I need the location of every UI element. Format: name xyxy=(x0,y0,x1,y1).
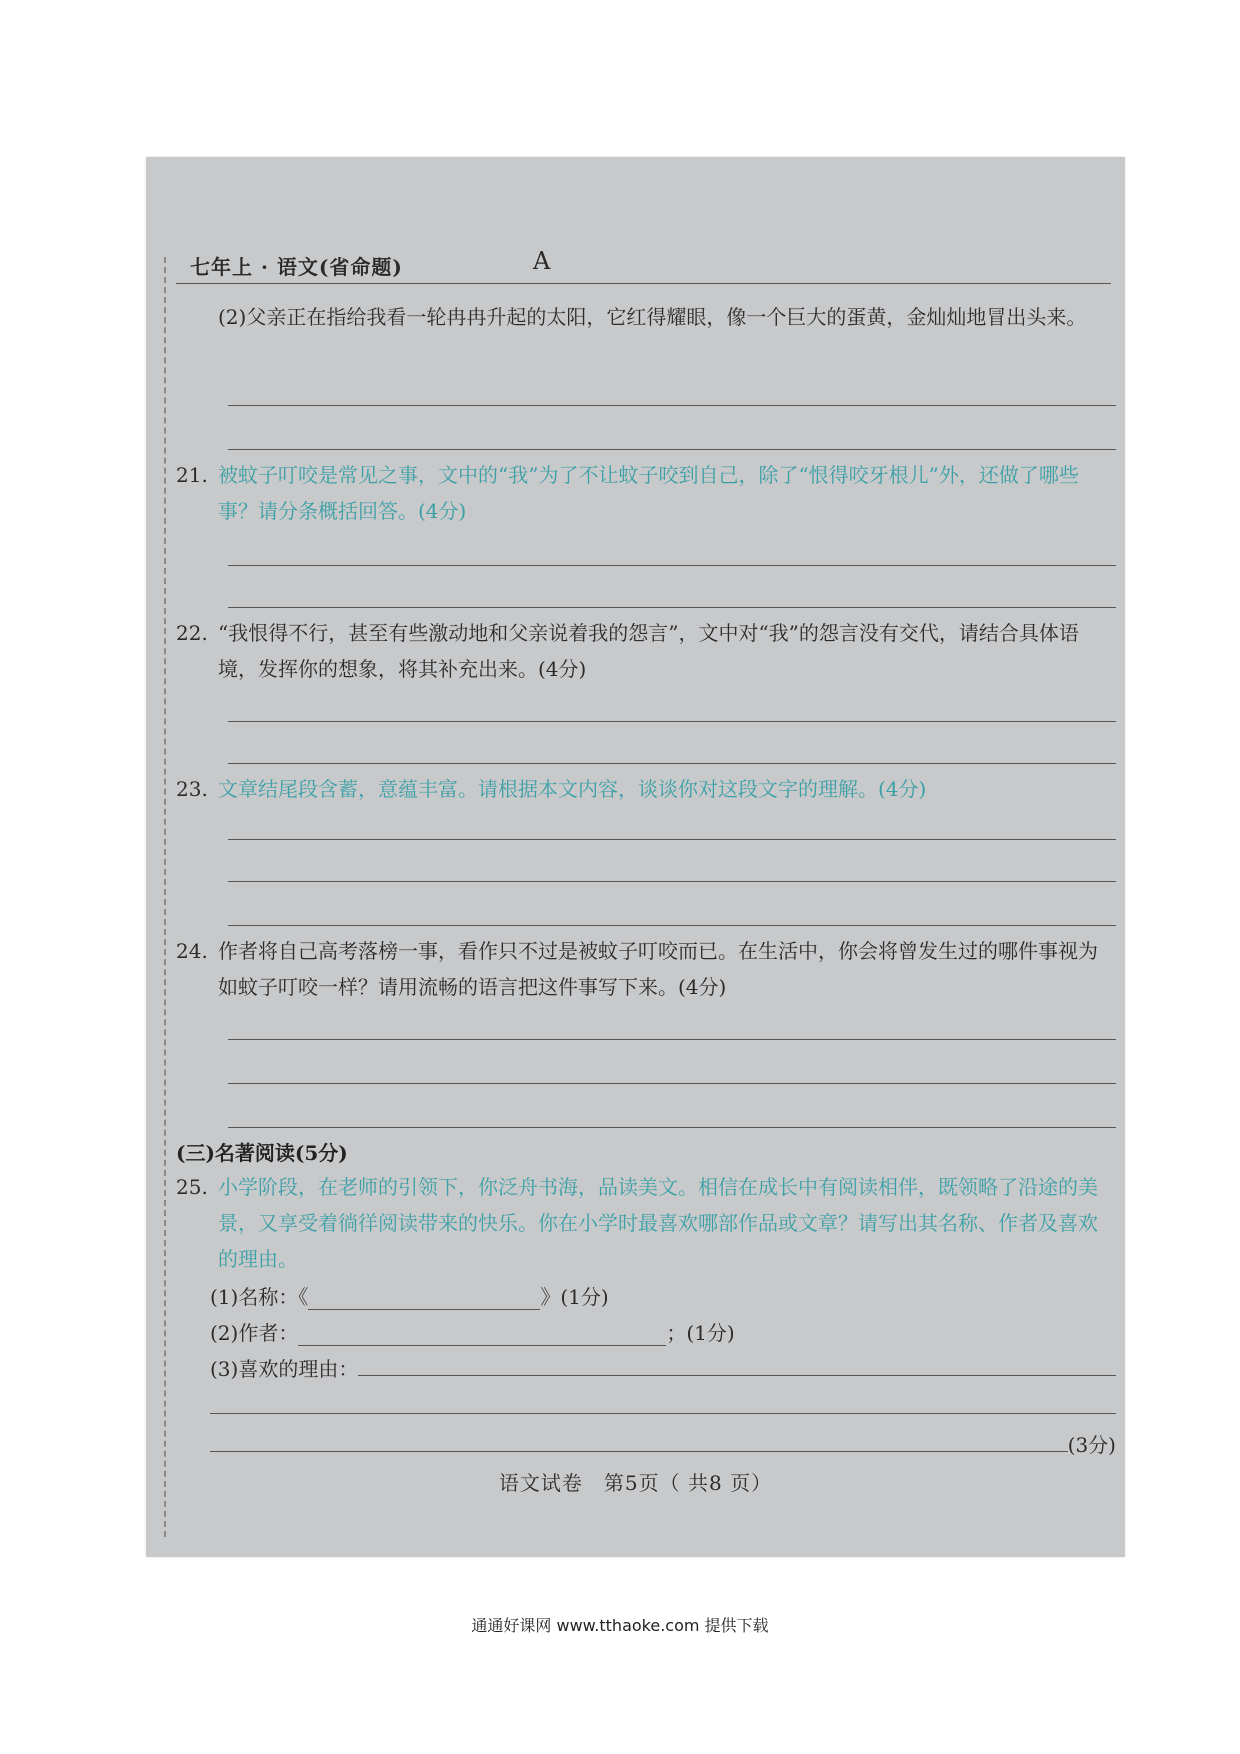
question-number: 24. xyxy=(176,939,208,963)
download-watermark: 通通好课网 www.tthaoke.com 提供下载 xyxy=(471,1616,769,1635)
answer-line[interactable] xyxy=(228,721,1116,722)
header-version: A xyxy=(533,247,551,275)
answer-line[interactable] xyxy=(228,449,1116,450)
question-24 xyxy=(176,933,1111,1005)
reason-last-line xyxy=(210,1429,1116,1458)
name-input[interactable] xyxy=(308,1287,540,1310)
name-suffix: 》(1分) xyxy=(540,1285,609,1309)
question-20-2-text: (2)父亲正在指给我看一轮冉冉升起的太阳，它红得耀眼，像一个巨大的蛋黄，金灿灿地冒出头来。 xyxy=(218,305,1087,329)
question-text: “我恨得不行，甚至有些激动地和父亲说着我的怨言”，文中对“我”的怨言没有交代，请结合具体语境，发挥你的想象，将其补充出来。(4分) xyxy=(218,621,1079,681)
name-label: (1)名称：《 xyxy=(210,1285,309,1309)
answer-line[interactable] xyxy=(228,405,1116,406)
answer-line[interactable] xyxy=(228,763,1116,764)
reason-input-last[interactable] xyxy=(210,1429,1068,1452)
answer-line[interactable] xyxy=(228,1039,1116,1040)
answer-line[interactable] xyxy=(228,881,1116,882)
question-22 xyxy=(176,615,1111,687)
answer-line[interactable] xyxy=(228,925,1116,926)
page-footer: 语文试卷 第5页（ 共8 页） xyxy=(498,1471,773,1495)
question-text: 作者将自己高考落榜一事，看作只不过是被蚊子叮咬而已。在生活中，你会将曾发生过的哪件事视为如蚊子叮咬一样？请用流畅的语言把这件事写下来。(4分) xyxy=(218,939,1098,999)
answer-line[interactable] xyxy=(228,1127,1116,1128)
question-number: 25. xyxy=(176,1175,208,1199)
header-grade: 七年上 · 语文(省命题) xyxy=(190,255,403,279)
author-input[interactable] xyxy=(298,1323,666,1346)
author-field xyxy=(210,1317,735,1346)
question-number: 23. xyxy=(176,777,208,801)
answer-line[interactable] xyxy=(228,565,1116,566)
reason-label: (3)喜欢的理由： xyxy=(210,1357,359,1381)
reason-field xyxy=(210,1353,1116,1382)
question-25 xyxy=(176,1169,1111,1277)
question-text: 小学阶段，在老师的引领下，你泛舟书海，品读美文。相信在成长中有阅读相伴，既领略了沿途的美景，又享受着徜徉阅读带来的快乐。你在小学时最喜欢哪部作品或文章？请写出其名称、作者及喜欢的理由。 xyxy=(218,1175,1098,1271)
question-number: 21. xyxy=(176,463,208,487)
page-header xyxy=(176,247,1111,284)
question-21 xyxy=(176,457,1111,529)
author-suffix: ；(1分) xyxy=(666,1321,735,1345)
question-number: 22. xyxy=(176,621,208,645)
name-field xyxy=(210,1281,609,1310)
question-23 xyxy=(176,771,1111,807)
binding-margin-line xyxy=(164,257,166,1537)
answer-line[interactable] xyxy=(228,607,1116,608)
exam-sheet xyxy=(146,157,1125,1557)
answer-line[interactable] xyxy=(210,1413,1116,1414)
question-20-2 xyxy=(176,299,1111,335)
answer-line[interactable] xyxy=(228,1083,1116,1084)
reason-score: (3分) xyxy=(1067,1433,1116,1457)
section-title: (三)名著阅读(5分) xyxy=(176,1141,348,1165)
question-text: 被蚊子叮咬是常见之事，文中的“我”为了不让蚊子咬到自己，除了“恨得咬牙根儿”外，还做了哪些事？请分条概括回答。(4分) xyxy=(218,463,1079,523)
author-label: (2)作者： xyxy=(210,1321,299,1345)
question-text: 文章结尾段含蓄，意蕴丰富。请根据本文内容，谈谈你对这段文字的理解。(4分) xyxy=(218,777,927,801)
answer-line[interactable] xyxy=(228,839,1116,840)
reason-input[interactable] xyxy=(358,1353,1116,1376)
